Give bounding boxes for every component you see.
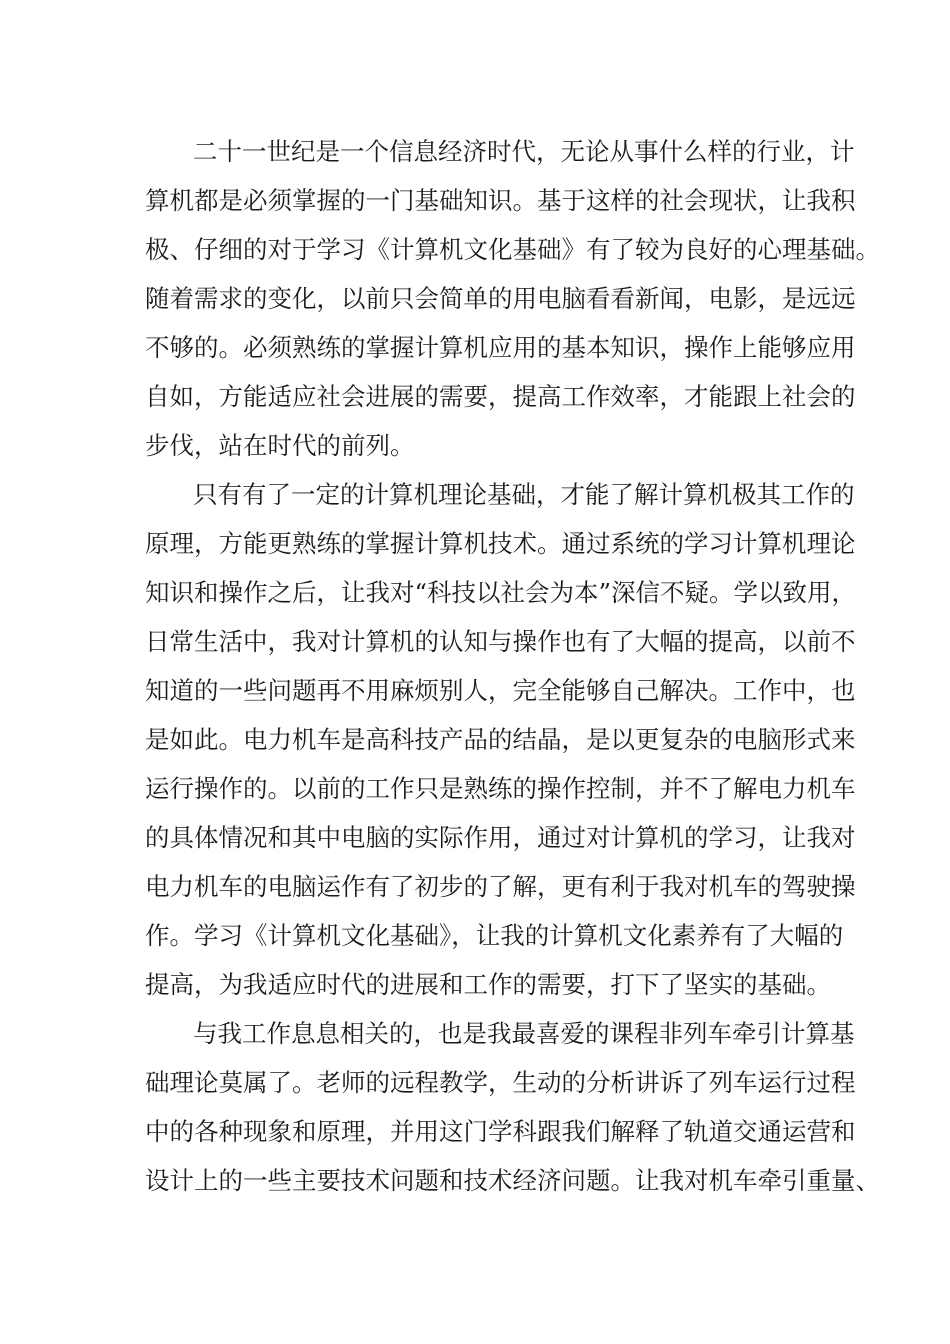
text-line: 中的各种现象和原理，并用这门学科跟我们解释了轨道交通运营和 xyxy=(145,1117,856,1146)
text-line: 设计上的一些主要技术问题和技术经济问题。让我对机车牵引重量、 xyxy=(145,1166,880,1195)
text-line: 算机都是必须掌握的一门基础知识。基于这样的社会现状，让我积 xyxy=(145,186,856,215)
text-line: 是如此。电力机车是高科技产品的结晶，是以更复杂的电脑形式来 xyxy=(145,725,856,754)
paragraph-1 xyxy=(145,127,880,470)
text-line: 知识和操作之后，让我对“科技以社会为本”深信不疑。学以致用， xyxy=(145,578,857,607)
text-line: 二十一世纪是一个信息经济时代，无论从事什么样的行业，计 xyxy=(193,137,855,166)
text-line: 运行操作的。以前的工作只是熟练的操作控制，并不了解电力机车 xyxy=(145,774,856,803)
text-line: 原理，方能更熟练的掌握计算机技术。通过系统的学习计算机理论 xyxy=(145,529,856,558)
text-line: 的具体情况和其中电脑的实际作用，通过对计算机的学习，让我对 xyxy=(145,823,856,852)
text-line: 步伐，站在时代的前列。 xyxy=(145,431,415,460)
text-line: 极、仔细的对于学习《计算机文化基础》有了较为良好的心理基础。 xyxy=(145,235,880,264)
text-line: 础理论莫属了。老师的远程教学，生动的分析讲诉了列车运行过程 xyxy=(145,1068,856,1097)
text-line: 与我工作息息相关的，也是我最喜爱的课程非列车牵引计算基 xyxy=(193,1019,855,1048)
body-text xyxy=(145,127,880,1205)
text-line: 随着需求的变化，以前只会简单的用电脑看看新闻，电影，是远远 xyxy=(145,284,856,313)
text-line: 提高，为我适应时代的进展和工作的需要，打下了坚实的基础。 xyxy=(145,970,831,999)
text-line: 作。学习《计算机文化基础》，让我的计算机文化素养有了大幅的 xyxy=(145,921,844,950)
paragraph-2 xyxy=(145,470,857,1009)
text-line: 只有有了一定的计算机理论基础，才能了解计算机极其工作的 xyxy=(193,480,855,509)
text-line: 自如，方能适应社会进展的需要，提高工作效率，才能跟上社会的 xyxy=(145,382,856,411)
text-line: 知道的一些问题再不用麻烦别人，完全能够自己解决。工作中，也 xyxy=(145,676,856,705)
text-line: 日常生活中，我对计算机的认知与操作也有了大幅的提高，以前不 xyxy=(145,627,856,656)
paragraph-3 xyxy=(145,1009,880,1205)
text-line: 电力机车的电脑运作有了初步的了解，更有利于我对机车的驾驶操 xyxy=(145,872,856,901)
text-line: 不够的。必须熟练的掌握计算机应用的基本知识，操作上能够应用 xyxy=(145,333,856,362)
